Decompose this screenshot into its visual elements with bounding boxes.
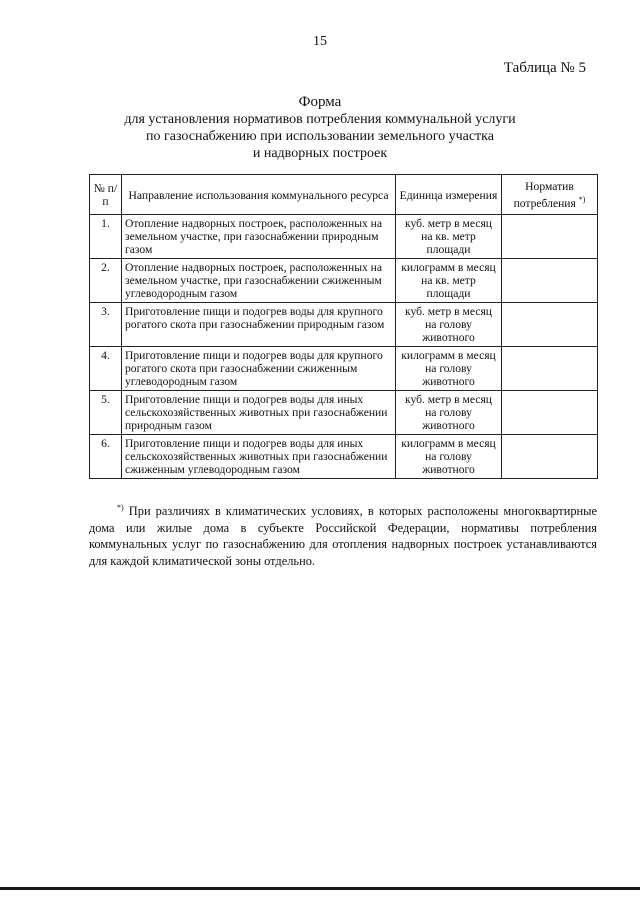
table-row <box>90 435 598 479</box>
table-header-row <box>90 175 598 215</box>
form-heading: Форма <box>298 94 342 110</box>
row-unit: куб. метр в месяц на кв. метр площади <box>396 215 502 259</box>
row-num: 1. <box>90 215 122 259</box>
header-num: № п/п <box>90 175 122 215</box>
row-unit: куб. метр в месяц на голову животного <box>396 391 502 435</box>
table-row <box>90 259 598 303</box>
row-norm <box>502 391 598 435</box>
header-direction: Направление использования коммунального ресурса <box>122 175 396 215</box>
row-direction: Отопление надворных построек, расположенных на земельном участке, при газоснабжении природным газом <box>122 215 396 259</box>
form-title <box>0 94 640 162</box>
row-num: 3. <box>90 303 122 347</box>
row-norm <box>502 435 598 479</box>
footnote-text: При различиях в климатических условиях, в которых расположены многоквартирные дома или жилые дома в субъекте Российской Федерации, нормативы потребления коммунальных услуг по газоснабжению для отопления надворных построек устанавливаются для каждой климатической зоны отдельно. <box>89 504 597 568</box>
norms-table <box>89 174 598 479</box>
row-direction: Приготовление пищи и подогрев воды для крупного рогатого скота при газоснабжении сжиженным углеводородным газом <box>122 347 396 391</box>
row-unit: килограмм в месяц на голову животного <box>396 347 502 391</box>
row-norm <box>502 259 598 303</box>
row-num: 2. <box>90 259 122 303</box>
header-norm-footnote-mark: *) <box>578 195 586 205</box>
row-direction: Приготовление пищи и подогрев воды для иных сельскохозяйственных животных при газоснабжении природным газом <box>122 391 396 435</box>
header-norm <box>502 175 598 215</box>
row-direction: Приготовление пищи и подогрев воды для крупного рогатого скота при газоснабжении природным газом <box>122 303 396 347</box>
row-unit: куб. метр в месяц на голову животного <box>396 303 502 347</box>
table-label: Таблица № 5 <box>503 60 586 76</box>
row-norm <box>502 347 598 391</box>
page-number: 15 <box>313 34 327 49</box>
table-row <box>90 347 598 391</box>
row-num: 5. <box>90 391 122 435</box>
footnote-mark: *) <box>117 503 124 512</box>
row-unit: килограмм в месяц на голову животного <box>396 435 502 479</box>
footnote <box>89 500 597 569</box>
form-title-line-1: для установления нормативов потребления коммунальной услуги <box>124 112 516 127</box>
table-row <box>90 391 598 435</box>
form-title-line-2: по газоснабжению при использовании земельного участка <box>146 129 494 144</box>
row-direction: Отопление надворных построек, расположенных на земельном участке, при газоснабжении сжиженным углеводородным газом <box>122 259 396 303</box>
row-num: 4. <box>90 347 122 391</box>
row-direction: Приготовление пищи и подогрев воды для иных сельскохозяйственных животных при газоснабжении сжиженным углеводородным газом <box>122 435 396 479</box>
row-norm <box>502 215 598 259</box>
row-norm <box>502 303 598 347</box>
row-unit: килограмм в месяц на кв. метр площади <box>396 259 502 303</box>
table-row <box>90 303 598 347</box>
header-unit: Единица измерения <box>396 175 502 215</box>
bottom-rule <box>0 887 640 890</box>
form-title-line-3: и надворных построек <box>252 146 388 161</box>
header-norm-label: Норматив потребления <box>513 180 576 210</box>
table-row <box>90 215 598 259</box>
row-num: 6. <box>90 435 122 479</box>
